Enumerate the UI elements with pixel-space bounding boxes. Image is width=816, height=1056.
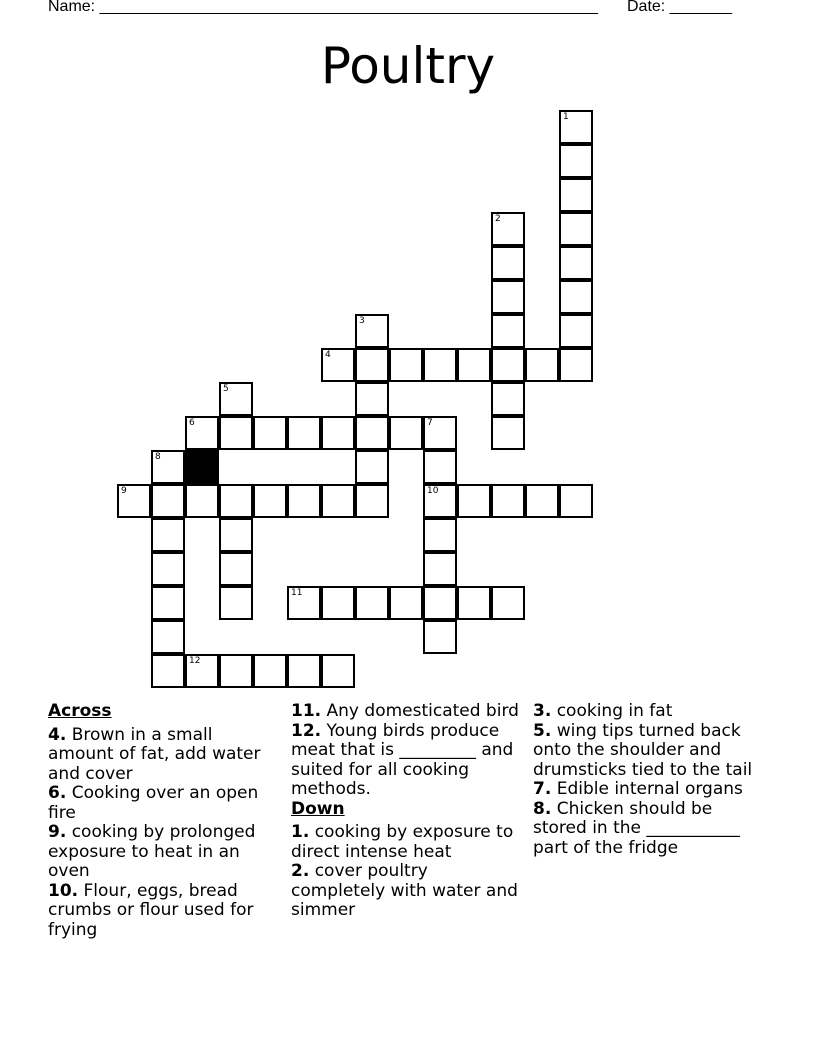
clues-column-3: [533, 702, 765, 858]
clues-column-2: [291, 702, 523, 921]
down-heading: Down: [291, 798, 345, 819]
crossword-cell[interactable]: [219, 552, 253, 586]
cell-number: 7: [427, 418, 433, 428]
crossword-cell[interactable]: [151, 620, 185, 654]
cell-number: 1: [563, 112, 569, 122]
clue-across-9: [48, 823, 280, 882]
crossword-cell[interactable]: [423, 450, 457, 484]
crossword-cell[interactable]: [525, 484, 559, 518]
clue-number: 10.: [48, 880, 79, 901]
clue-number: 5.: [533, 720, 552, 741]
crossword-cell[interactable]: [321, 348, 355, 382]
crossword-cell[interactable]: [117, 484, 151, 518]
crossword-cell[interactable]: [389, 586, 423, 620]
crossword-cell[interactable]: [253, 416, 287, 450]
crossword-cell[interactable]: [525, 348, 559, 382]
clues-column-1: [48, 702, 280, 940]
crossword-cell[interactable]: [423, 552, 457, 586]
crossword-cell[interactable]: [559, 280, 593, 314]
crossword-cell[interactable]: [185, 484, 219, 518]
crossword-cell[interactable]: [355, 382, 389, 416]
crossword-cell[interactable]: [219, 382, 253, 416]
crossword-cell[interactable]: [423, 484, 457, 518]
crossword-cell[interactable]: [389, 348, 423, 382]
crossword-cell[interactable]: [355, 416, 389, 450]
clue-down-1: [291, 823, 523, 862]
clue-text: wing tips turned back onto the shoulder and drumsticks tied to the tail: [533, 720, 753, 780]
clue-number: 12.: [291, 720, 322, 741]
crossword-cell[interactable]: [423, 348, 457, 382]
crossword-cell[interactable]: [219, 586, 253, 620]
clue-text: Young birds produce meat that is _________ and suited for all cooking methods.: [291, 720, 514, 799]
crossword-cell[interactable]: [151, 484, 185, 518]
crossword-cell[interactable]: [151, 518, 185, 552]
clue-text: Edible internal organs: [551, 779, 743, 799]
clue-text: Chicken should be stored in the ___________ part of the fridge: [533, 798, 740, 858]
crossword-cell[interactable]: [423, 620, 457, 654]
crossword-cell[interactable]: [151, 450, 185, 484]
cell-number: 3: [359, 316, 365, 326]
clue-number: 2.: [291, 861, 310, 881]
clue-across-4: [48, 726, 280, 785]
crossword-cell[interactable]: [423, 518, 457, 552]
clue-down-7: [533, 780, 765, 800]
crossword-cell[interactable]: [321, 416, 355, 450]
cell-number: 5: [223, 384, 229, 394]
clue-text: cooking by prolonged exposure to heat in an oven: [48, 822, 256, 881]
crossword-cell[interactable]: [287, 484, 321, 518]
clue-down-2: [291, 862, 523, 921]
page-title: Poultry: [320, 37, 496, 95]
crossword-cell[interactable]: [151, 654, 185, 688]
name-field-label: Name: ________________________________________________________: [48, 0, 598, 15]
clue-down-8: [533, 800, 765, 859]
crossword-cell[interactable]: [355, 586, 389, 620]
crossword-cell[interactable]: [219, 654, 253, 688]
crossword-cell[interactable]: [185, 416, 219, 450]
crossword-cell[interactable]: [559, 246, 593, 280]
crossword-cell[interactable]: [559, 212, 593, 246]
clue-number: 11.: [291, 701, 322, 721]
crossword-cell[interactable]: [185, 654, 219, 688]
cell-number: 10: [427, 486, 439, 496]
cell-number: 8: [155, 452, 161, 462]
crossword-cell[interactable]: [491, 314, 525, 348]
clue-across-11: [291, 702, 523, 722]
crossword-cell[interactable]: [491, 586, 525, 620]
clue-number: 1.: [291, 822, 310, 842]
crossword-cell[interactable]: [151, 586, 185, 620]
crossword-cell[interactable]: [491, 348, 525, 382]
crossword-cell[interactable]: [559, 144, 593, 178]
clue-number: 9.: [48, 822, 67, 842]
crossword-cell[interactable]: [559, 348, 593, 382]
crossword-cell[interactable]: [559, 178, 593, 212]
crossword-cell[interactable]: [457, 484, 491, 518]
crossword-cell[interactable]: [491, 484, 525, 518]
crossword-cell[interactable]: [491, 246, 525, 280]
crossword-cell[interactable]: [321, 586, 355, 620]
black-cell: [185, 450, 219, 484]
crossword-cell[interactable]: [219, 484, 253, 518]
cell-number: 6: [189, 418, 195, 428]
clue-text: cooking in fat: [551, 701, 673, 721]
clue-text: Cooking over an open fire: [48, 783, 259, 823]
crossword-cell[interactable]: [219, 518, 253, 552]
clue-text: Flour, eggs, bread crumbs or flour used for frying: [48, 880, 254, 940]
crossword-cell[interactable]: [151, 552, 185, 586]
cell-number: 11: [291, 588, 303, 598]
clue-text: Any domesticated bird: [321, 701, 519, 721]
crossword-cell[interactable]: [559, 110, 593, 144]
clue-down-5: [533, 722, 765, 781]
crossword-cell[interactable]: [355, 348, 389, 382]
clue-number: 8.: [533, 798, 552, 819]
crossword-cell[interactable]: [287, 416, 321, 450]
crossword-cell[interactable]: [491, 212, 525, 246]
cell-number: 12: [189, 656, 201, 666]
crossword-cell[interactable]: [253, 484, 287, 518]
cell-number: 4: [325, 350, 331, 360]
clue-number: 4.: [48, 724, 67, 745]
crossword-cell[interactable]: [355, 484, 389, 518]
clue-across-6: [48, 784, 280, 823]
across-heading: Across: [48, 701, 112, 721]
clue-text: cooking by exposure to direct intense heat: [291, 822, 514, 862]
crossword-cell[interactable]: [287, 654, 321, 688]
crossword-cell[interactable]: [423, 416, 457, 450]
crossword-cell[interactable]: [355, 314, 389, 348]
crossword-cell[interactable]: [287, 586, 321, 620]
cell-number: 9: [121, 486, 127, 496]
crossword-cell[interactable]: [491, 382, 525, 416]
clue-text: cover poultry completely with water and simmer: [291, 861, 518, 920]
clue-number: 6.: [48, 783, 67, 803]
crossword-cell[interactable]: [491, 280, 525, 314]
clue-number: 3.: [533, 701, 552, 721]
crossword-cell[interactable]: [321, 484, 355, 518]
clue-across-10: [48, 882, 280, 941]
cell-number: 2: [495, 214, 501, 224]
clue-text: Brown in a small amount of fat, add water and cover: [48, 724, 261, 784]
crossword-cell[interactable]: [253, 654, 287, 688]
crossword-cell[interactable]: [389, 416, 423, 450]
date-field-label: Date: _______: [627, 0, 732, 15]
crossword-cell[interactable]: [321, 654, 355, 688]
crossword-cell[interactable]: [559, 484, 593, 518]
crossword-cell[interactable]: [491, 416, 525, 450]
crossword-cell[interactable]: [457, 586, 491, 620]
crossword-cell[interactable]: [423, 586, 457, 620]
crossword-cell[interactable]: [355, 450, 389, 484]
crossword-cell[interactable]: [457, 348, 491, 382]
clue-down-3: [533, 702, 765, 722]
clue-across-12: [291, 722, 523, 800]
crossword-cell[interactable]: [559, 314, 593, 348]
crossword-cell[interactable]: [219, 416, 253, 450]
clue-number: 7.: [533, 779, 552, 799]
